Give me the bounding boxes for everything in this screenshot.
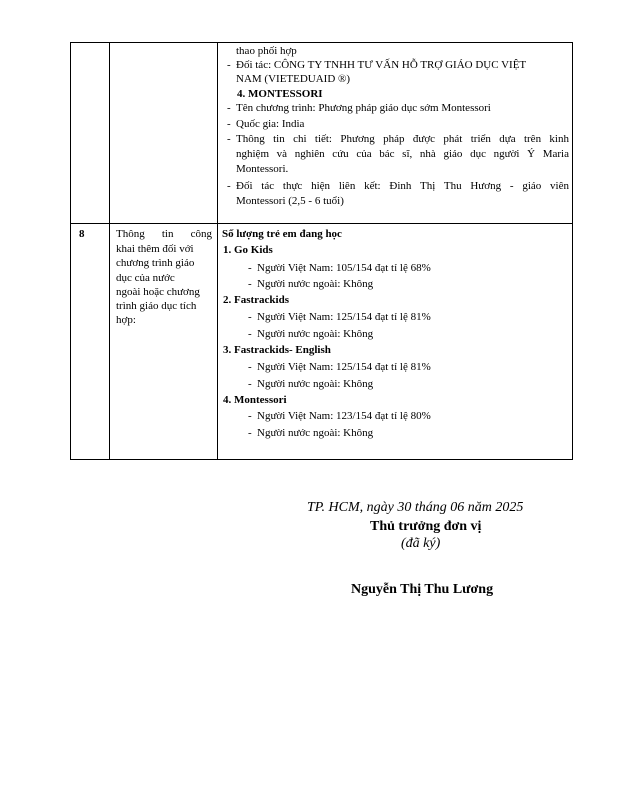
montessori-country: - Quốc gia: India [236, 117, 304, 131]
row-label-line: dục của nước [116, 272, 175, 284]
montessori-program-name: - Tên chương trình: Phương pháp giáo dục sớm Montessori [236, 101, 491, 115]
montessori-detail-line-3: Montessori. [236, 163, 289, 175]
montessori-partner-line-2: Montessori (2,5 - 6 tuổi) [236, 195, 344, 207]
row-divider [71, 223, 572, 224]
row-label-line: hợp: [116, 314, 136, 326]
program-title: 4. Montessori [223, 394, 287, 406]
program-title: 2. Fastrackids [223, 294, 289, 306]
program-vietnamese-count: - Người Việt Nam: 125/154 đạt tỉ lệ 81% [257, 310, 431, 324]
info-table [70, 42, 573, 460]
program-title: 1. Go Kids [223, 244, 273, 256]
column-divider-1 [109, 43, 110, 459]
program-foreign-count: - Người nước ngoài: Không [257, 277, 373, 291]
row-label-line: khai thêm đối với [116, 243, 194, 255]
partner-line: - Đối tác: CÔNG TY TNHH TƯ VẤN HỖ TRỢ GIÁO DỤC VIỆT [236, 58, 526, 72]
program-vietnamese-count: - Người Việt Nam: 123/154 đạt tỉ lệ 80% [257, 409, 431, 423]
program-foreign-count: - Người nước ngoài: Không [257, 377, 373, 391]
montessori-detail-line-2: nghiệm và nghiên cứu của bác sĩ, nhà giáo dục người Ý Maria [236, 148, 569, 160]
partner-tail-text: thao phối hợp [236, 45, 297, 57]
signer-name: Nguyễn Thị Thu Lương [351, 582, 494, 597]
program-vietnamese-count: - Người Việt Nam: 105/154 đạt tỉ lệ 68% [257, 261, 431, 275]
program-foreign-count: - Người nước ngoài: Không [257, 327, 373, 341]
montessori-heading: 4. MONTESSORI [237, 88, 323, 100]
signer-title: Thủ trưởng đơn vị [370, 519, 482, 534]
montessori-partner-line-1: - Đối tác thực hiện liên kết: Đinh Thị Thu Hương - giáo viên [236, 179, 569, 193]
column-divider-2 [217, 43, 218, 459]
program-title: 3. Fastrackids- English [223, 344, 331, 356]
row-label-line: trình giáo dục tích [116, 300, 197, 312]
row-label-line: Thông tin công [116, 228, 212, 240]
signed-note: (đã ký) [401, 536, 441, 551]
partner-line-cont: NAM (VIETEDUAID ®) [236, 73, 351, 85]
program-vietnamese-count: - Người Việt Nam: 125/154 đạt tỉ lệ 81% [257, 360, 431, 374]
place-date: TP. HCM, ngày 30 tháng 06 năm 2025 [307, 500, 524, 515]
children-count-heading: Số lượng trẻ em đang học [222, 228, 342, 240]
program-foreign-count: - Người nước ngoài: Không [257, 426, 373, 440]
montessori-detail-line-1: - Thông tin chi tiết: Phương pháp được phát triển dựa trên kinh [236, 132, 569, 146]
row-label-line: ngoài hoặc chương [116, 286, 200, 298]
row-number: 8 [79, 228, 85, 240]
row-label-line: chương trình giáo [116, 257, 195, 269]
